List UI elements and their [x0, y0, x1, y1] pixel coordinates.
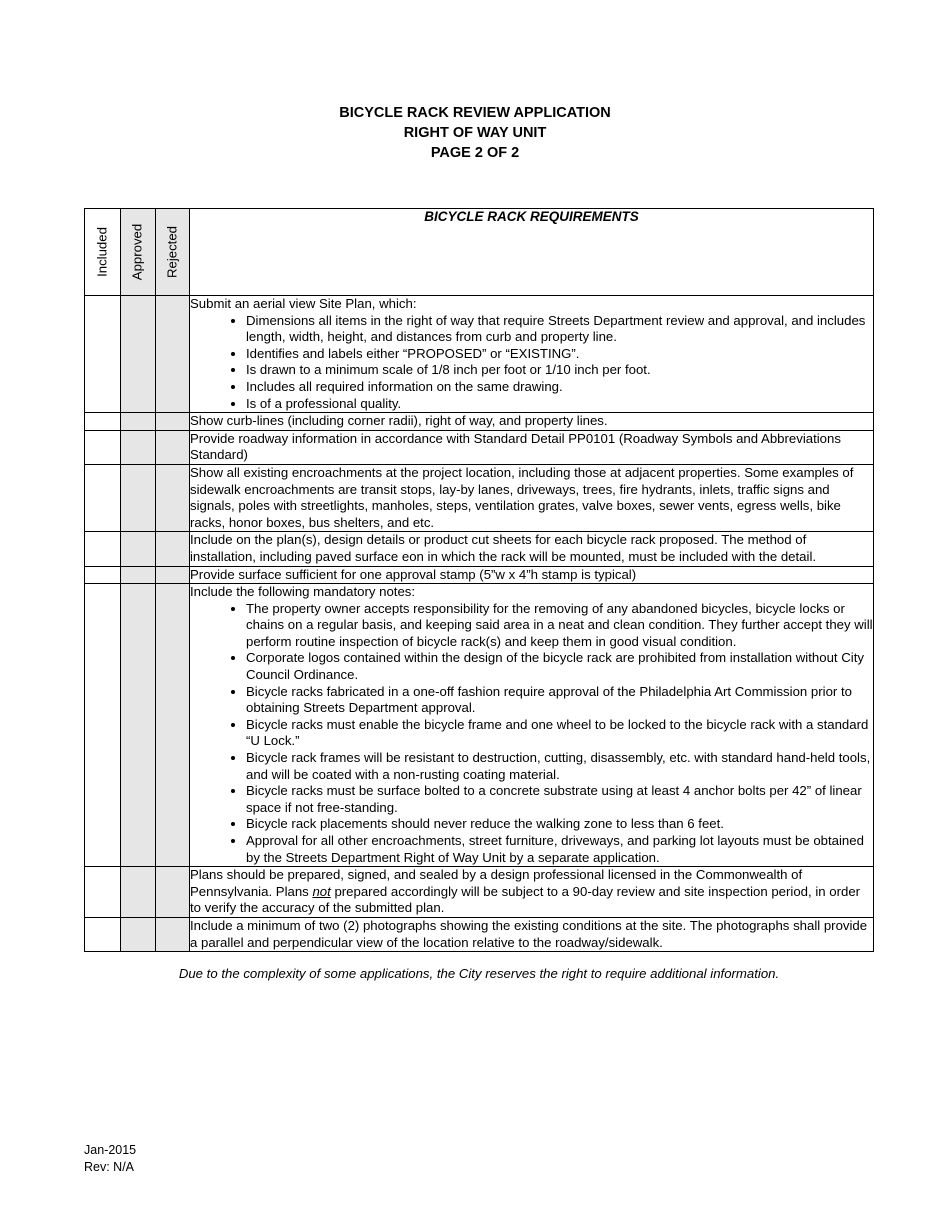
list-item: • The property owner accepts responsibility for the removing of any abandoned bicycles, bicycle locks or chains on a regular basis, and keeping said area in a neat and clean condition. They further accept they will perform routine inspection of bicycle rack(s) and keep them in good visual condition. [246, 601, 873, 651]
approved-checkbox [121, 464, 156, 531]
approved-checkbox [121, 296, 156, 413]
table-row [85, 413, 874, 431]
list-item: • Includes all required information on the same drawing. [246, 379, 873, 396]
requirements-column-header: BICYCLE RACK REQUIREMENTS [190, 209, 874, 296]
requirement-intro: Include the following mandatory notes: [190, 584, 416, 600]
included-checkbox[interactable] [85, 413, 121, 431]
requirement-text: Include on the plan(s), design details or product cut sheets for each bicycle rack proposed. The method of installation, including paved surface eon in which the rack will be mounted, must be included with the detail. [190, 532, 874, 566]
included-column-header: Included [85, 209, 121, 296]
list-item: • Bicycle rack placements should never reduce the walking zone to less than 6 feet. [246, 816, 873, 833]
table-row [85, 532, 874, 566]
rejected-checkbox [156, 532, 190, 566]
included-checkbox[interactable] [85, 296, 121, 413]
requirement-text [190, 296, 874, 413]
table-row [85, 917, 874, 951]
table-row [85, 867, 874, 918]
requirement-text: Show all existing encroachments at the project location, including those at adjacent properties. Some examples of sidewalk encroachments are transit stops, lay-by lanes, driveways, trees, fire hydrants, inlets, traffic signs and signals, poles with streetlights, manholes, steps, ventilation grates, valve boxes, sewer vents, egress wells, bike racks, honor boxes, bus shelters, and etc. [190, 464, 874, 531]
list-item: • Identifies and labels either “PROPOSED” or “EXISTING”. [246, 346, 873, 363]
footnote: Due to the complexity of some applications, the City reserves the right to require additional information. [178, 966, 780, 981]
included-checkbox[interactable] [85, 584, 121, 867]
included-checkbox[interactable] [85, 867, 121, 918]
list-item: • Is drawn to a minimum scale of 1/8 inch per foot or 1/10 inch per foot. [246, 362, 873, 379]
rejected-checkbox [156, 296, 190, 413]
approved-checkbox [121, 430, 156, 464]
requirement-text: Include a minimum of two (2) photographs showing the existing conditions at the site. The photographs shall provide a parallel and perpendicular view of the location relative to the roadway/sidewalk. [190, 917, 874, 951]
revision-date: Jan-2015 [84, 1143, 137, 1157]
included-checkbox[interactable] [85, 532, 121, 566]
rejected-column-header: Rejected [156, 209, 190, 296]
list-item: • Bicycle rack frames will be resistant to destruction, cutting, disassembly, etc. with standard hand-held tools, and will be coated with a non-rusting coating material. [246, 750, 873, 783]
table-row [85, 584, 874, 867]
requirement-intro: Submit an aerial view Site Plan, which: [190, 296, 417, 311]
unit-title: RIGHT OF WAY UNIT [403, 125, 547, 141]
table-row [85, 296, 874, 413]
rejected-checkbox [156, 464, 190, 531]
approved-checkbox [121, 413, 156, 431]
list-item: • Is of a professional quality. [246, 396, 873, 413]
page-title: BICYCLE RACK REVIEW APPLICATION [339, 105, 611, 121]
rejected-checkbox [156, 413, 190, 431]
approved-checkbox [121, 867, 156, 918]
requirement-text: Show curb-lines (including corner radii), right of way, and property lines. [190, 413, 874, 431]
list-item: • Approval for all other encroachments, street furniture, driveways, and parking lot layouts must be obtained by the Streets Department Right of Way Unit by a separate application. [246, 833, 873, 866]
revision-number: Rev: N/A [84, 1160, 135, 1174]
included-checkbox[interactable] [85, 430, 121, 464]
requirements-table [84, 208, 874, 952]
approved-checkbox [121, 584, 156, 867]
requirement-text [190, 867, 874, 918]
emphasis-not: not [312, 883, 331, 899]
page-number: PAGE 2 OF 2 [430, 145, 520, 161]
requirement-text: Provide surface sufficient for one approval stamp (5”w x 4”h stamp is typical) [190, 566, 874, 584]
requirement-bullets [190, 313, 873, 413]
included-checkbox[interactable] [85, 464, 121, 531]
rejected-checkbox [156, 566, 190, 584]
list-item: • Dimensions all items in the right of way that require Streets Department review and approval, and includes length, width, height, and distances from curb and property line. [246, 313, 873, 346]
list-item: • Bicycle racks must be surface bolted to a concrete substrate using at least 4 anchor bolts per 42” of linear space if not free-standing. [246, 783, 873, 816]
rejected-checkbox [156, 430, 190, 464]
included-checkbox[interactable] [85, 566, 121, 584]
included-checkbox[interactable] [85, 917, 121, 951]
requirement-text [190, 584, 874, 867]
text-part: Plans should be prepared, signed, and sealed by a design professional licensed in the Commonwealth of Pennsylvania. Plans [190, 867, 803, 899]
table-header-row [85, 209, 874, 296]
footer [84, 1142, 136, 1176]
list-item: • Bicycle racks must enable the bicycle frame and one wheel to be locked to the bicycle rack with a standard “U Lock.” [246, 717, 873, 750]
approved-column-header: Approved [121, 209, 156, 296]
page-header [0, 103, 950, 163]
table-row [85, 430, 874, 464]
rejected-checkbox [156, 867, 190, 918]
table-row [85, 566, 874, 584]
requirement-text: Provide roadway information in accordance with Standard Detail PP0101 (Roadway Symbols and Abbreviations Standard) [190, 430, 874, 464]
list-item: • Corporate logos contained within the design of the bicycle rack are prohibited from installation without City Council Ordinance. [246, 650, 873, 683]
text-part: prepared accordingly will be subject to a 90-day review and site inspection period, in order to verify the accuracy of the submitted plan. [190, 883, 861, 916]
approved-checkbox [121, 566, 156, 584]
mandatory-notes-list [190, 601, 873, 867]
table-row [85, 464, 874, 531]
approved-checkbox [121, 532, 156, 566]
rejected-checkbox [156, 917, 190, 951]
rejected-checkbox [156, 584, 190, 867]
approved-checkbox [121, 917, 156, 951]
list-item: • Bicycle racks fabricated in a one-off fashion require approval of the Philadelphia Art Commission prior to obtaining Streets Department approval. [246, 684, 873, 717]
